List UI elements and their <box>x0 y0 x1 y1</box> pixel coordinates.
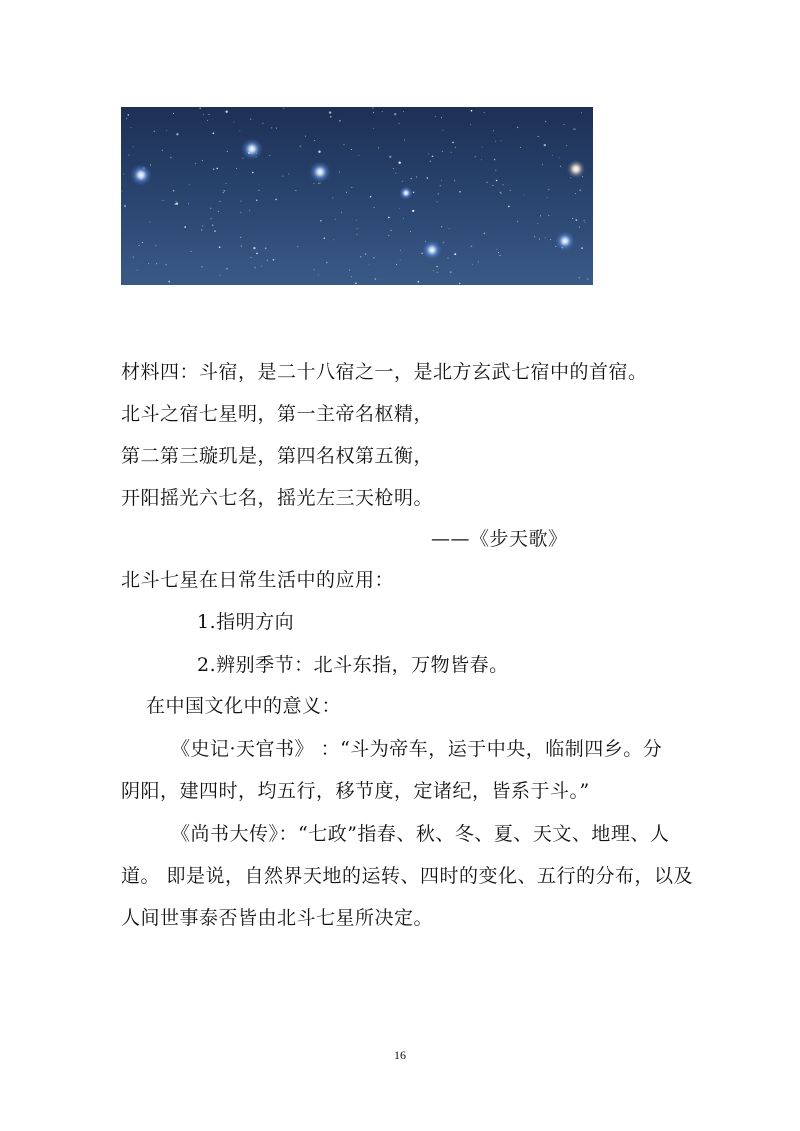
faint-star <box>314 183 315 184</box>
faint-star <box>142 242 143 243</box>
faint-star <box>369 264 370 265</box>
faint-star <box>388 235 389 236</box>
faint-star <box>435 116 436 117</box>
faint-star <box>517 127 519 129</box>
faint-star <box>548 189 549 190</box>
faint-star <box>455 253 457 255</box>
faint-star <box>166 264 167 265</box>
faint-star <box>399 208 400 209</box>
faint-star <box>370 196 372 198</box>
faint-star <box>373 128 374 129</box>
faint-star <box>471 110 473 112</box>
faint-star <box>433 270 434 271</box>
faint-star <box>560 166 561 167</box>
faint-star <box>375 278 377 280</box>
faint-star <box>258 190 259 191</box>
faint-star <box>351 276 352 277</box>
faint-star <box>403 111 404 112</box>
application-item: 2.辨别季节：北斗东指，万物皆春。 <box>197 654 509 676</box>
faint-star <box>219 201 221 203</box>
faint-star <box>154 131 155 132</box>
faint-star <box>570 177 571 178</box>
faint-star <box>288 174 289 175</box>
faint-star <box>587 278 589 280</box>
faint-star <box>538 136 539 137</box>
bright-star <box>399 186 413 200</box>
faint-star <box>243 158 244 159</box>
faint-star <box>297 246 298 247</box>
faint-star <box>124 205 126 207</box>
faint-star <box>213 133 215 135</box>
faint-star <box>318 275 319 276</box>
faint-star <box>581 247 583 249</box>
faint-star <box>437 201 438 202</box>
faint-star <box>484 233 486 235</box>
faint-star <box>394 113 396 115</box>
faint-star <box>201 229 203 231</box>
culture-heading: 在中国文化中的意义： <box>146 695 342 717</box>
faint-star <box>184 226 186 228</box>
faint-star <box>539 239 540 240</box>
faint-star <box>441 117 442 118</box>
faint-star <box>295 190 296 191</box>
faint-star <box>126 118 127 119</box>
faint-star <box>478 261 479 262</box>
applications-heading: 北斗七星在日常生活中的应用： <box>121 569 395 591</box>
faint-star <box>432 156 434 158</box>
faint-star <box>500 192 501 193</box>
faint-star <box>226 111 228 113</box>
quote-shangshu-line: 《尚书大传》：“七政”指春、秋、冬、夏、天文、地理、人 <box>171 823 670 845</box>
faint-star <box>162 200 163 201</box>
faint-star <box>450 271 452 273</box>
faint-star <box>170 157 172 159</box>
faint-star <box>547 197 548 198</box>
faint-star <box>454 180 455 181</box>
faint-star <box>202 160 203 161</box>
faint-star <box>396 264 397 265</box>
bright-star <box>567 160 585 178</box>
faint-star <box>150 165 151 166</box>
faint-star <box>128 114 130 116</box>
faint-star <box>156 263 157 264</box>
poem-line: 开阳摇光六七名，摇光左三天枪明。 <box>121 487 434 509</box>
faint-star <box>214 230 216 232</box>
faint-star <box>494 159 496 161</box>
faint-star <box>576 219 578 221</box>
faint-star <box>357 228 358 229</box>
faint-star <box>498 252 499 253</box>
faint-star <box>173 113 174 114</box>
faint-star <box>166 130 167 131</box>
faint-star <box>487 182 488 183</box>
page-number: 16 <box>394 1048 406 1062</box>
faint-star <box>440 185 441 186</box>
faint-star <box>503 184 504 185</box>
faint-star <box>437 272 438 273</box>
faint-star <box>482 147 483 148</box>
bright-star <box>241 138 263 160</box>
faint-star <box>356 220 357 221</box>
faint-star <box>175 203 177 205</box>
faint-star <box>131 127 132 128</box>
faint-star <box>412 210 414 212</box>
faint-star <box>404 140 405 141</box>
faint-star <box>269 155 270 156</box>
faint-star <box>484 112 485 113</box>
faint-star <box>579 277 580 278</box>
faint-star <box>564 124 565 125</box>
faint-star <box>133 257 134 258</box>
bright-star <box>422 240 442 260</box>
faint-star <box>523 195 524 196</box>
faint-star <box>255 267 256 268</box>
faint-star <box>148 263 149 264</box>
faint-star <box>162 150 163 151</box>
faint-star <box>240 212 241 213</box>
faint-star <box>223 190 225 192</box>
faint-star <box>545 121 546 122</box>
faint-star <box>137 270 138 271</box>
faint-star <box>217 168 219 170</box>
faint-star <box>213 168 215 170</box>
faint-star <box>472 264 473 265</box>
quote-shangshu-line: 道。 即是说，自然界天地的运转、四时的变化、五行的分布，以及 <box>121 865 694 887</box>
faint-star <box>202 266 203 267</box>
faint-star <box>496 249 497 250</box>
faint-star <box>219 275 220 276</box>
faint-star <box>326 262 328 264</box>
faint-star <box>256 200 258 202</box>
faint-star <box>459 283 461 285</box>
faint-star <box>202 226 203 227</box>
faint-star <box>552 155 553 156</box>
application-item: 1.指明方向 <box>197 611 295 633</box>
bright-star <box>130 164 152 186</box>
faint-star <box>443 130 444 131</box>
faint-star <box>572 218 573 219</box>
faint-star <box>582 176 583 177</box>
faint-star <box>282 176 283 177</box>
faint-star <box>252 172 254 174</box>
faint-star <box>550 239 551 240</box>
faint-star <box>168 281 170 283</box>
faint-star <box>575 193 576 194</box>
faint-star <box>395 173 396 174</box>
material-heading: 材料四：斗宿，是二十八宿之一，是北方玄武七宿中的首宿。 <box>121 361 648 383</box>
faint-star <box>501 193 502 194</box>
faint-star <box>441 180 442 181</box>
faint-star <box>128 155 129 156</box>
faint-star <box>517 221 518 222</box>
faint-star <box>199 108 201 110</box>
faint-star <box>459 191 461 193</box>
faint-star <box>226 183 227 184</box>
faint-star <box>430 161 431 162</box>
faint-star <box>211 218 212 219</box>
faint-star <box>271 127 272 128</box>
faint-star <box>418 281 420 283</box>
faint-star <box>425 241 426 242</box>
faint-star <box>355 283 357 285</box>
faint-star <box>330 116 332 118</box>
faint-star <box>442 151 443 152</box>
faint-star <box>227 151 228 152</box>
faint-star <box>500 140 501 141</box>
faint-star <box>520 147 521 148</box>
faint-star <box>391 230 392 231</box>
faint-star <box>443 242 445 244</box>
faint-star <box>358 155 359 156</box>
faint-star <box>253 247 255 249</box>
faint-star <box>283 108 284 109</box>
faint-star <box>210 208 211 209</box>
faint-star <box>393 168 394 169</box>
faint-star <box>339 120 341 122</box>
faint-star <box>399 162 401 164</box>
faint-star <box>176 201 177 202</box>
faint-star <box>555 246 556 247</box>
faint-star <box>176 203 178 205</box>
faint-star <box>314 140 315 141</box>
faint-star <box>428 153 429 154</box>
faint-star <box>471 246 473 248</box>
faint-star <box>356 234 357 235</box>
night-sky-background <box>121 107 593 285</box>
poem-line: 北斗之宿七星明，第一主帝名枢精， <box>121 403 434 425</box>
big-dipper-star-photo <box>121 107 593 285</box>
faint-star <box>233 122 234 123</box>
faint-star <box>203 114 204 115</box>
faint-star <box>267 260 268 261</box>
faint-star <box>510 190 511 191</box>
faint-star <box>273 259 275 261</box>
faint-star <box>139 245 140 246</box>
faint-star <box>492 185 493 186</box>
faint-star <box>413 192 415 194</box>
faint-star <box>251 257 252 258</box>
faint-star <box>416 177 417 178</box>
faint-star <box>410 178 412 180</box>
faint-star <box>329 111 331 113</box>
faint-star <box>176 133 178 135</box>
faint-star <box>579 189 581 191</box>
faint-star <box>188 203 189 204</box>
quote-shangshu-line: 人间世事泰否皆由北斗七星所决定。 <box>121 907 434 929</box>
faint-star <box>360 256 362 258</box>
faint-star <box>544 144 546 146</box>
faint-star <box>218 211 219 212</box>
quote-shiji-line: 阴阳，建四时，均五行，移节度，定诸纪，皆系于斗。” <box>121 780 590 802</box>
faint-star <box>349 270 350 271</box>
faint-star <box>508 206 510 208</box>
faint-star <box>584 222 585 223</box>
faint-star <box>209 114 210 115</box>
poem-line: 第二第三璇玑是，第四名权第五衡， <box>121 445 434 467</box>
faint-star <box>343 144 345 146</box>
faint-star <box>573 129 574 130</box>
faint-star <box>223 192 224 193</box>
faint-star <box>318 151 320 153</box>
faint-star <box>427 177 429 179</box>
faint-star <box>250 119 251 120</box>
faint-star <box>481 159 482 160</box>
faint-star <box>276 128 277 129</box>
faint-star <box>449 228 450 229</box>
faint-star <box>534 236 535 237</box>
faint-star <box>373 112 374 113</box>
faint-star <box>346 192 347 193</box>
faint-star <box>249 210 250 211</box>
faint-star <box>402 181 403 182</box>
faint-star <box>545 237 546 238</box>
faint-star <box>441 226 442 227</box>
faint-star <box>261 266 262 267</box>
faint-star <box>207 120 208 121</box>
faint-star <box>438 193 439 194</box>
faint-star <box>333 239 334 240</box>
faint-star <box>399 123 400 124</box>
faint-star <box>382 111 383 112</box>
faint-star <box>500 255 501 256</box>
faint-star <box>579 227 580 228</box>
faint-star <box>300 145 302 147</box>
faint-star <box>373 257 375 259</box>
faint-star <box>256 253 258 255</box>
faint-star <box>452 142 454 144</box>
faint-star <box>410 231 411 232</box>
faint-star <box>241 245 243 247</box>
faint-star <box>339 172 340 173</box>
faint-star <box>584 220 585 221</box>
faint-star <box>275 199 277 201</box>
faint-star <box>239 130 240 131</box>
faint-star <box>542 164 543 165</box>
faint-star <box>189 184 190 185</box>
faint-star <box>155 245 156 246</box>
faint-star <box>265 247 267 249</box>
faint-star <box>173 190 175 192</box>
faint-star <box>400 250 401 251</box>
faint-star <box>559 157 560 158</box>
faint-star <box>332 197 333 198</box>
faint-star <box>495 170 496 171</box>
faint-star <box>378 147 379 148</box>
faint-star <box>219 246 221 248</box>
faint-star <box>241 201 242 202</box>
bright-star <box>309 161 331 183</box>
quote-shiji-line: 《史记·天官书》 ：“斗为帝车，运于中央，临制四乡。分 <box>171 738 663 760</box>
faint-star <box>389 156 391 158</box>
faint-star <box>455 147 456 148</box>
faint-star <box>581 112 582 113</box>
faint-star <box>575 129 576 130</box>
faint-star <box>236 168 237 169</box>
faint-star <box>123 174 124 175</box>
faint-star <box>537 223 538 224</box>
faint-star <box>191 251 192 252</box>
faint-star <box>305 136 306 137</box>
faint-star <box>448 258 449 259</box>
faint-star <box>314 269 315 270</box>
faint-star <box>351 187 352 188</box>
faint-star <box>240 237 241 238</box>
faint-star <box>121 191 122 192</box>
faint-star <box>133 146 134 147</box>
faint-star <box>548 215 549 216</box>
faint-star <box>341 212 342 213</box>
faint-star <box>437 266 438 267</box>
faint-star <box>374 207 375 208</box>
faint-star <box>540 215 541 216</box>
faint-star <box>475 156 476 157</box>
faint-star <box>400 260 401 261</box>
faint-star <box>226 268 228 270</box>
faint-star <box>493 130 494 131</box>
faint-star <box>496 180 498 182</box>
faint-star <box>451 152 452 153</box>
faint-star <box>262 123 263 124</box>
bright-star <box>555 231 575 251</box>
faint-star <box>365 253 367 255</box>
faint-star <box>195 163 196 164</box>
faint-star <box>566 145 567 146</box>
faint-star <box>388 217 390 219</box>
faint-star <box>212 224 214 226</box>
faint-star <box>403 218 404 219</box>
faint-star <box>320 220 322 222</box>
faint-star <box>335 219 336 220</box>
faint-star <box>149 222 150 223</box>
faint-star <box>324 237 326 239</box>
faint-star <box>495 141 496 142</box>
faint-star <box>351 149 352 150</box>
faint-star <box>470 124 471 125</box>
faint-star <box>372 107 374 109</box>
poem-source: ——《步天歌》 <box>431 528 568 550</box>
